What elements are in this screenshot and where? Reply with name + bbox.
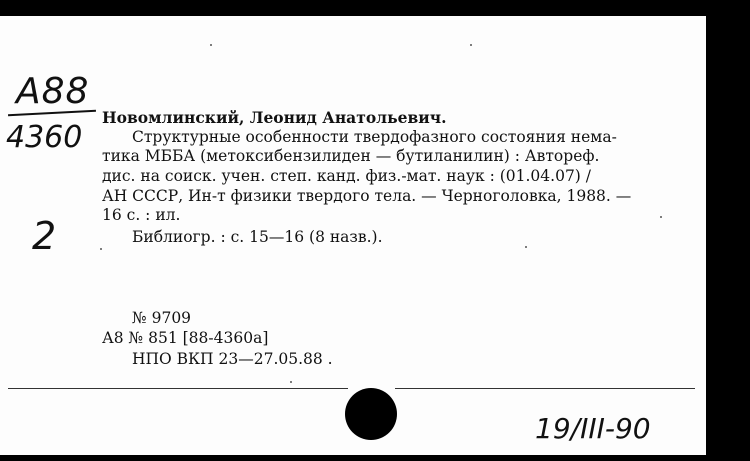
author-heading: Новомлинский, Леонид Анатольевич. — [102, 108, 447, 127]
divider-line-right — [395, 388, 695, 389]
title-line: 16 с. : ил. — [102, 206, 181, 224]
date-stamp: 19/III-90 — [535, 412, 651, 445]
divider-line-left — [8, 388, 348, 389]
title-line: дис. на соиск. учен. степ. канд. физ.-мат. наук : (01.04.07) / — [102, 167, 591, 185]
scan-speck — [290, 381, 292, 383]
shelf-mark-top: A88 — [16, 71, 90, 112]
scan-speck — [525, 246, 527, 248]
catalog-card — [0, 16, 706, 455]
npo-line: НПО ВКП 23—27.05.88 . — [132, 350, 333, 368]
scan-speck — [210, 44, 212, 46]
copy-mark: 2 — [32, 214, 57, 258]
title-line: АН СССР, Ин-т физики твердого тела. — Черноголовка, 1988. — — [102, 187, 632, 205]
shelf-mark-bottom: 4360 — [6, 120, 83, 155]
scan-speck — [100, 248, 102, 250]
title-line: Структурные особенности твердофазного состояния нема- — [132, 128, 617, 146]
scan-border-right — [706, 0, 750, 461]
a8-line: А8 № 851 [88-4360а] — [102, 329, 269, 347]
scan-border-top — [0, 0, 750, 16]
title-line: тика МББА (метоксибензилиден — бутиланилин) : Автореф. — [102, 147, 600, 165]
scan-speck — [470, 44, 472, 46]
punch-hole — [345, 388, 397, 440]
record-number: № 9709 — [132, 309, 192, 327]
bibliography-note: Библиогр. : с. 15—16 (8 назв.). — [132, 228, 383, 246]
scan-speck — [660, 216, 662, 218]
